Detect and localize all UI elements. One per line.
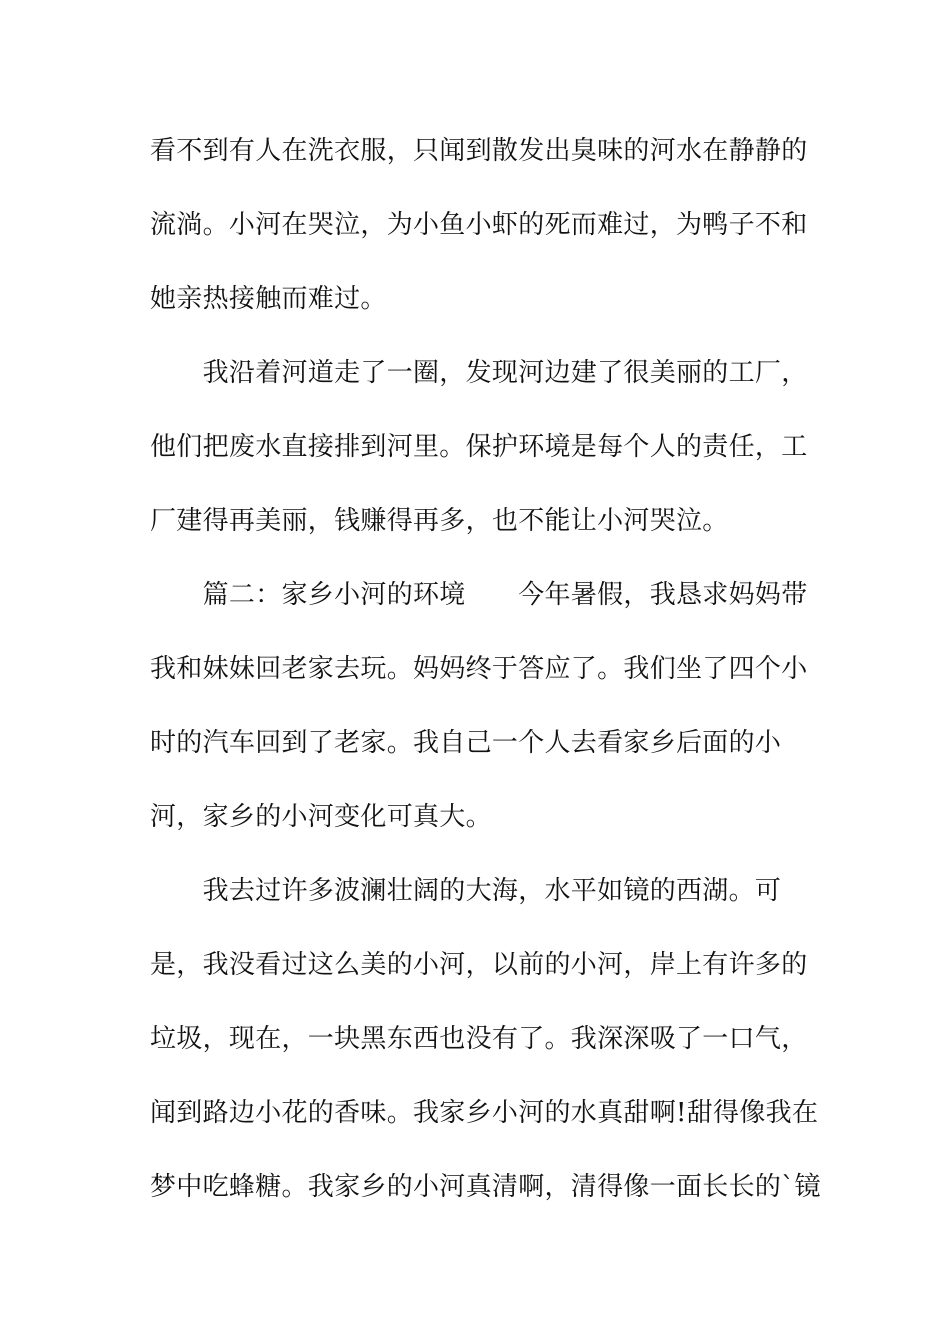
body-text [150, 114, 821, 1224]
text-line: 我去过许多波澜壮阔的大海，水平如镜的西湖。可 [150, 876, 782, 906]
text-line: 梦中吃蜂糖。我家乡的小河真清啊，清得像一面长长的`镜 [150, 1172, 821, 1202]
text-line: 河，家乡的小河变化可真大。 [150, 802, 492, 832]
text-line: 厂建得再美丽，钱赚得再多，也不能让小河哭泣。 [150, 506, 729, 536]
text-line: 看不到有人在洗衣服，只闻到散发出臭味的河水在静静的 [150, 136, 808, 166]
text-line: 他们把废水直接排到河里。保护环境是每个人的责任，工 [150, 432, 808, 462]
text-line: 她亲热接触而难过。 [150, 284, 387, 314]
text-line: 时的汽车回到了老家。我自己一个人去看家乡后面的小 [150, 728, 782, 758]
text-line: 篇二：家乡小河的环境 今年暑假，我恳求妈妈带 [150, 580, 808, 610]
text-line: 垃圾，现在，一块黑东西也没有了。我深深吸了一口气， [150, 1024, 808, 1054]
text-line: 流淌。小河在哭泣，为小鱼小虾的死而难过，为鸭子不和 [150, 210, 808, 240]
text-line: 是，我没看过这么美的小河，以前的小河，岸上有许多的 [150, 950, 808, 980]
text-line: 我和妹妹回老家去玩。妈妈终于答应了。我们坐了四个小 [150, 654, 808, 684]
text-line: 我沿着河道走了一圈，发现河边建了很美丽的工厂， [150, 358, 808, 388]
text-line: 闻到路边小花的香味。我家乡小河的水真甜啊!甜得像我在 [150, 1098, 819, 1128]
